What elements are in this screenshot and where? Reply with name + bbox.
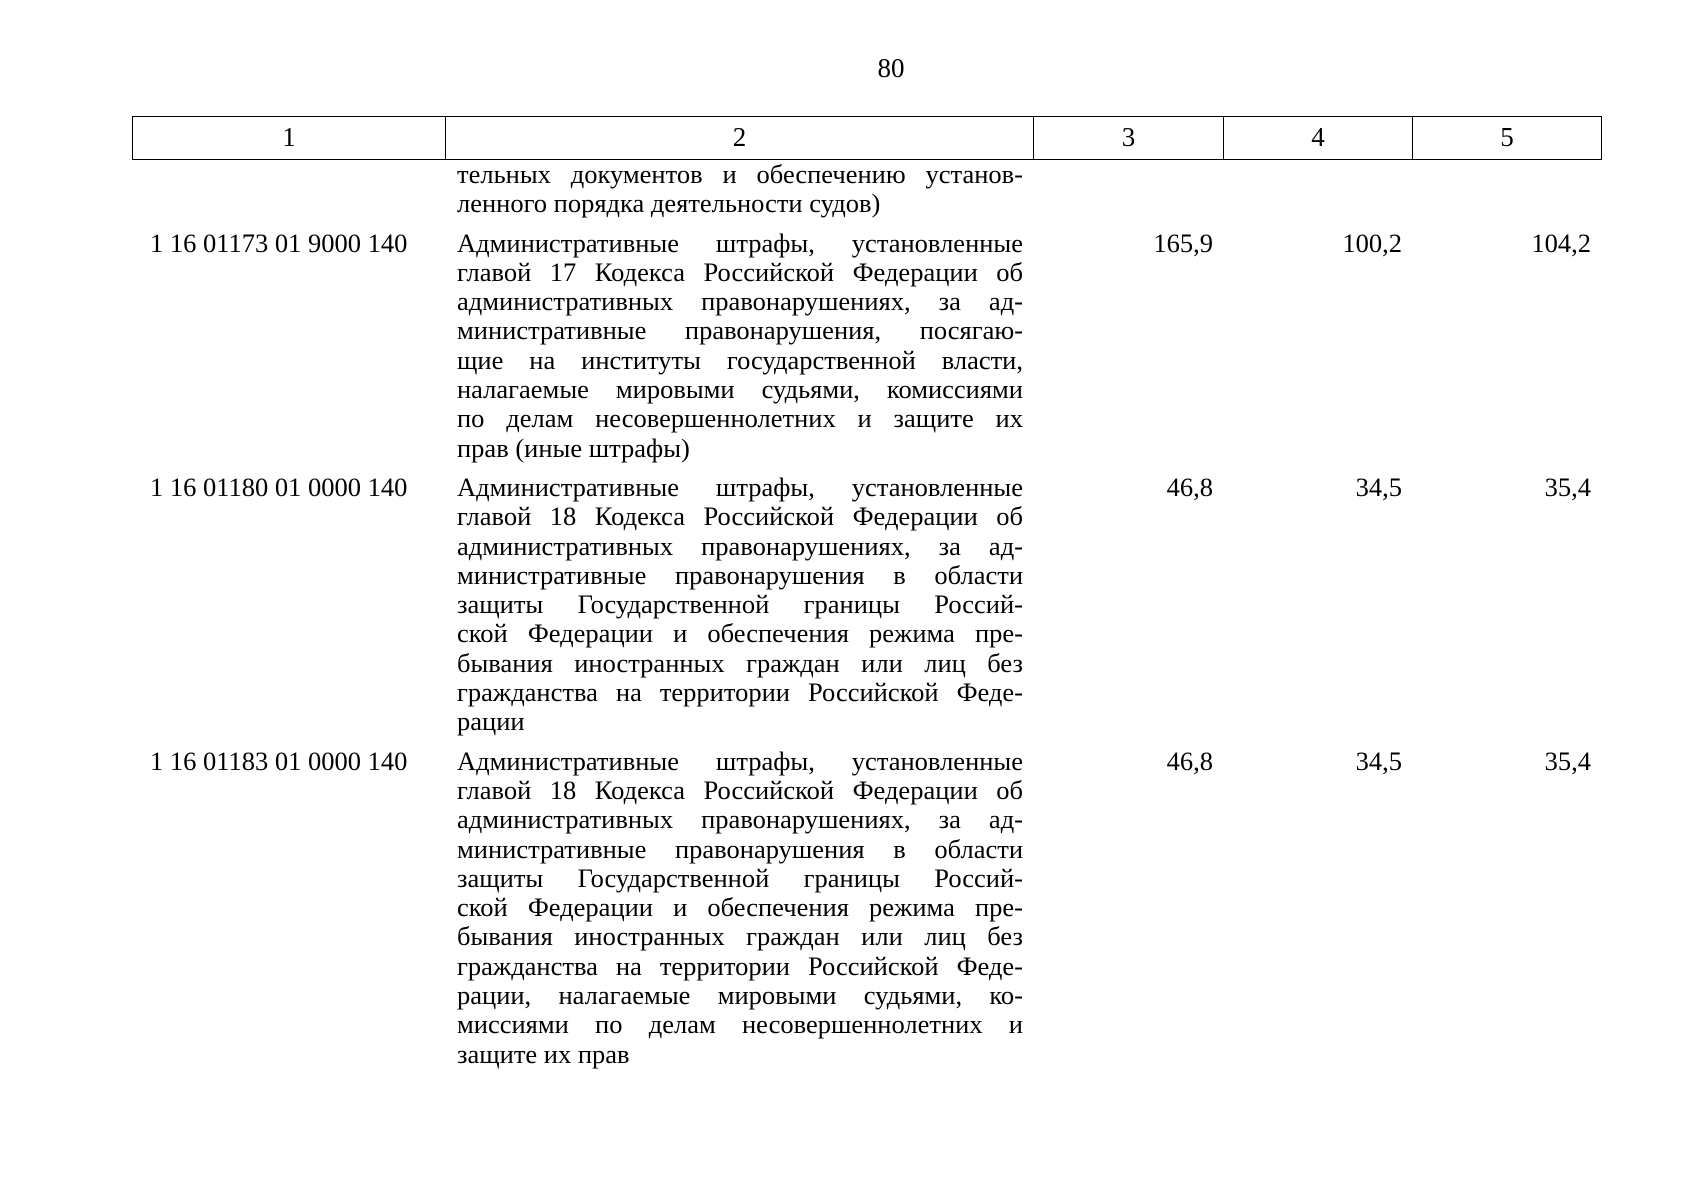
- description-line: министративные правонарушения, посягаю-: [457, 315, 1023, 346]
- value-col-5: 35,4: [1544, 745, 1591, 776]
- value-col-4: 34,5: [1355, 471, 1402, 502]
- description-line: гражданства на территории Российской Феде-: [457, 950, 1023, 981]
- description-cell: [445, 747, 1033, 1069]
- value-col-3: 46,8: [1166, 745, 1213, 776]
- description-line: защиты Государственной границы Россий-: [457, 862, 1023, 893]
- description-line: административных правонарушениях, за ад-: [457, 286, 1023, 317]
- header-col-4: 4: [1224, 117, 1413, 159]
- code-cell: 1 16 01173 01 9000 140: [150, 227, 408, 258]
- description-line: Административные штрафы, установленные: [457, 227, 1023, 258]
- description-line: главой 17 Кодекса Российской Федерации об: [457, 256, 1023, 287]
- description-cell: [445, 473, 1033, 737]
- description-line: министративные правонарушения в области: [457, 559, 1023, 590]
- description-line: прав (иные штрафы): [457, 432, 690, 463]
- description-line: защиты Государственной границы Россий-: [457, 589, 1023, 620]
- value-col-3: 165,9: [1153, 227, 1213, 258]
- description-line: защите их прав: [457, 1038, 630, 1069]
- value-col-5: 35,4: [1544, 471, 1591, 502]
- description-cell: [445, 229, 1033, 463]
- code-cell: 1 16 01180 01 0000 140: [150, 471, 408, 502]
- table-row: [132, 473, 1602, 737]
- description-line: министративные правонарушения в области: [457, 833, 1023, 864]
- description-cell: [445, 160, 1033, 219]
- description-line: административных правонарушениях, за ад-: [457, 530, 1023, 561]
- description-line: административных правонарушениях, за ад-: [457, 804, 1023, 835]
- description-line: налагаемые мировыми судьями, комиссиями: [457, 374, 1023, 405]
- description-line: бывания иностранных граждан или лиц без: [457, 647, 1023, 678]
- description-line: миссиями по делам несовершеннолетних и: [457, 1009, 1023, 1040]
- value-col-5: 104,2: [1531, 227, 1591, 258]
- value-col-4: 100,2: [1342, 227, 1402, 258]
- value-col-4: 34,5: [1355, 745, 1402, 776]
- description-line: ленного порядка деятельности судов): [457, 188, 881, 219]
- header-col-3: 3: [1034, 117, 1224, 159]
- description-line: Административные штрафы, установленные: [457, 471, 1023, 502]
- table-row: [132, 747, 1602, 1069]
- code-cell: 1 16 01183 01 0000 140: [150, 745, 408, 776]
- budget-table: [132, 116, 1602, 1069]
- description-line: главой 18 Кодекса Российской Федерации об: [457, 774, 1023, 805]
- description-line: ской Федерации и обеспечения режима пре-: [457, 618, 1023, 649]
- description-line: гражданства на территории Российской Феде-: [457, 677, 1023, 708]
- description-line: рации: [457, 706, 525, 737]
- value-col-3: 46,8: [1166, 471, 1213, 502]
- header-col-1: 1: [133, 117, 446, 159]
- page-number: 80: [877, 53, 905, 83]
- table-row-continuation: [132, 160, 1602, 219]
- description-line: щие на институты государственной власти,: [457, 344, 1023, 375]
- description-line: Административные штрафы, установленные: [457, 745, 1023, 776]
- description-line: рации, налагаемые мировыми судьями, ко-: [457, 980, 1023, 1011]
- description-line: по делам несовершеннолетних и защите их: [457, 403, 1023, 434]
- header-col-2: 2: [446, 117, 1034, 159]
- description-line: ской Федерации и обеспечения режима пре-: [457, 892, 1023, 923]
- description-line: бывания иностранных граждан или лиц без: [457, 921, 1023, 952]
- table-header-row: [132, 116, 1602, 160]
- header-col-5: 5: [1500, 122, 1514, 152]
- code-cell: [132, 160, 445, 219]
- description-line: главой 18 Кодекса Российской Федерации об: [457, 501, 1023, 532]
- description-line: тельных документов и обеспечению установ-: [457, 159, 1023, 189]
- table-row: [132, 229, 1602, 463]
